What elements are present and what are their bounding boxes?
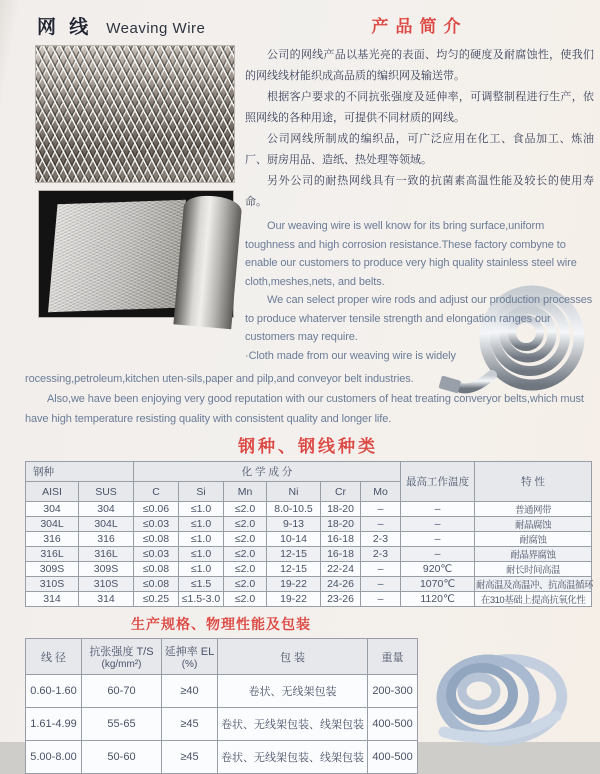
table-cell: 316 [79, 532, 134, 547]
table-cell: ≤2.0 [224, 577, 267, 592]
table-cell: ≤0.03 [134, 517, 179, 532]
intro-paragraph-en-3: ·Cloth made from our weaving wire is widely [245, 349, 456, 362]
table-cell: 400-500 [368, 741, 418, 774]
table-cell: ≤2.0 [224, 562, 267, 577]
table-cell: – [361, 592, 401, 607]
col-si: Si [179, 482, 224, 502]
spec-section-heading: 生产规格、物理性能及包装 [131, 616, 311, 632]
table-row [26, 547, 592, 562]
col-elongation [162, 639, 218, 675]
table-cell: – [361, 562, 401, 577]
header-label: 线 径 [40, 651, 67, 664]
top-section [25, 10, 594, 365]
table-cell: 9-13 [267, 517, 321, 532]
table-cell: ≤1.0 [179, 562, 224, 577]
col-packing [218, 639, 368, 675]
intro-paragraph-en-1: Our weaving wire is well know for its bring surface,uniform toughness and high corrosion resistance.These factory combyne to enable our customers to produce very high quality stainless steel wire cloth,meshes,nets, and belts. [245, 220, 577, 288]
table-cell: 304 [26, 502, 79, 517]
bottom-section [25, 634, 594, 774]
col-mn: Mn [224, 482, 267, 502]
table-cell: – [361, 502, 401, 517]
table-cell: ≥45 [162, 741, 218, 774]
table-cell: 310S [26, 577, 79, 592]
table-cell: ≤1.0 [179, 547, 224, 562]
steel-table [25, 461, 592, 607]
table-cell: 耐晶腐蚀 [475, 517, 592, 532]
table-cell: ≤0.08 [134, 562, 179, 577]
col-sus: SUS [79, 482, 134, 502]
header-sublabel: (kg/mm²) [101, 659, 142, 670]
table-cell: 耐晶界腐蚀 [475, 547, 592, 562]
table-row [26, 708, 418, 741]
steel-table-body [26, 502, 592, 607]
table-cell: 304L [79, 517, 134, 532]
table-row [26, 741, 418, 774]
intro-paragraph-cn-2: 根据客户要求的不同抗张强度及延伸率，可调整制程进行生产，依照网线的各种用途，可提供不同材质的网线。 [245, 91, 594, 124]
table-cell: ≤1.0 [179, 532, 224, 547]
col-ni: Ni [267, 482, 321, 502]
header-label: 延抻率 EL [164, 646, 215, 658]
table-row [26, 577, 592, 592]
table-cell: 24-26 [321, 577, 361, 592]
table-cell: 1070℃ [401, 577, 475, 592]
table-cell: 400-500 [368, 708, 418, 741]
col-steel-type: 钢种 [26, 462, 134, 482]
table-row [26, 562, 592, 577]
table-cell: 卷状、无线架包装、线架包装 [218, 708, 368, 741]
table-cell: 普通网带 [475, 502, 592, 517]
table-cell: 19-22 [267, 577, 321, 592]
table-cell: – [401, 547, 475, 562]
col-tensile-strength [82, 639, 162, 675]
header-sublabel: (%) [181, 659, 198, 670]
expanded-mesh-photo [35, 45, 235, 183]
page-title-cn: 网 线 [37, 17, 93, 38]
table-cell: 200-300 [368, 675, 418, 708]
table-cell: 2-3 [361, 547, 401, 562]
table-cell: 314 [26, 592, 79, 607]
table-header-row [26, 462, 592, 482]
table-cell: ≥40 [162, 675, 218, 708]
table-row [26, 675, 418, 708]
table-cell: 16-18 [321, 532, 361, 547]
table-cell: 1120℃ [401, 592, 475, 607]
intro-paragraph-en-5: Also,we have been enjoying very good reputation with our customers of heat treating converyor belts,which must have high temperature resisting quality with consistent quality and longer life. [25, 393, 584, 425]
table-cell: 309S [26, 562, 79, 577]
table-cell: ≤2.0 [224, 517, 267, 532]
table-cell: 12-15 [267, 562, 321, 577]
table-cell: ≤0.08 [134, 577, 179, 592]
table-cell: 23-26 [321, 592, 361, 607]
table-cell: ≤1.5 [179, 577, 224, 592]
mesh-roll [173, 194, 242, 330]
spec-section [25, 614, 417, 634]
intro-paragraph-en-4: rocessing,petroleum,kitchen uten-sils,paper and pilp,and conveyor belt industries. [25, 373, 414, 385]
spec-table [25, 638, 418, 774]
table-cell: 0.60-1.60 [26, 675, 82, 708]
page-header [37, 12, 237, 39]
header-label: 抗张强度 T/S [89, 646, 154, 658]
table-cell: 18-20 [321, 502, 361, 517]
table-cell: – [361, 577, 401, 592]
col-c: C [134, 482, 179, 502]
table-cell: 60-70 [82, 675, 162, 708]
table-cell: 5.00-8.00 [26, 741, 82, 774]
table-cell: 8.0-10.5 [267, 502, 321, 517]
col-cr: Cr [321, 482, 361, 502]
table-cell: – [401, 517, 475, 532]
table-cell: 310S [79, 577, 134, 592]
left-column [25, 10, 237, 365]
table-cell: 309S [79, 562, 134, 577]
table-cell: – [401, 532, 475, 547]
mesh-sheet [48, 200, 186, 313]
col-mo: Mo [361, 482, 401, 502]
table-cell: ≤2.0 [224, 547, 267, 562]
intro-paragraph-en-2: We can select proper wire rods and adjust our production processes to produce whaterver tensile strength and elongation ranges our customers may require. [245, 294, 593, 343]
table-cell: 2-3 [361, 532, 401, 547]
table-cell: ≤2.0 [224, 592, 267, 607]
table-cell: ≤0.08 [134, 532, 179, 547]
table-cell: ≤1.5-3.0 [179, 592, 224, 607]
table-row [26, 532, 592, 547]
col-chemical-composition: 化 学 成 分 [134, 462, 401, 482]
table-cell: ≤2.0 [224, 532, 267, 547]
table-cell: 在310基础上提高抗氧化性 [475, 592, 592, 607]
table-cell: 卷状、无线架包装、线架包装 [218, 741, 368, 774]
intro-paragraph-cn-4: 另外公司的耐热网线具有一致的抗菌素高温性能及较长的使用寿命。 [245, 175, 594, 208]
col-weight [368, 639, 418, 675]
table-cell: 304 [79, 502, 134, 517]
table-row [26, 517, 592, 532]
spec-table-body [26, 675, 418, 774]
table-row [26, 502, 592, 517]
table-cell: 10-14 [267, 532, 321, 547]
table-cell: 19-22 [267, 592, 321, 607]
table-cell: ≥45 [162, 708, 218, 741]
table-cell: 耐腐蚀 [475, 532, 592, 547]
table-cell: 卷状、无线架包装 [218, 675, 368, 708]
table-cell: 316L [26, 547, 79, 562]
table-cell: ≤1.0 [179, 517, 224, 532]
page-title-en: Weaving Wire [106, 20, 206, 37]
table-cell: 18-20 [321, 517, 361, 532]
wire-coil-photo [426, 648, 594, 760]
wide-text-block [25, 369, 593, 429]
table-cell: 314 [79, 592, 134, 607]
table-cell: 50-60 [82, 741, 162, 774]
table-cell: 55-65 [82, 708, 162, 741]
table-cell: ≤0.03 [134, 547, 179, 562]
table-cell: – [401, 502, 475, 517]
table-row [26, 592, 592, 607]
table-cell: 316 [26, 532, 79, 547]
header-label: 包 装 [279, 651, 306, 664]
table-cell: – [361, 517, 401, 532]
steel-section-heading: 钢种、钢线种类 [238, 437, 378, 456]
col-aisi: AISI [26, 482, 79, 502]
intro-heading: 产品简介 [371, 17, 468, 36]
table-cell: 316L [79, 547, 134, 562]
col-max-working-temp: 最高工作温度 [401, 462, 475, 502]
table-cell: ≤0.25 [134, 592, 179, 607]
table-cell: 22-24 [321, 562, 361, 577]
table-cell: 12-15 [267, 547, 321, 562]
table-header-row [26, 639, 418, 675]
table-cell: 16-18 [321, 547, 361, 562]
table-cell: 耐高温及高温冲、抗高温循环 [475, 577, 592, 592]
table-cell: ≤1.0 [179, 502, 224, 517]
table-cell: ≤0.06 [134, 502, 179, 517]
table-cell: 920℃ [401, 562, 475, 577]
intro-column [237, 10, 594, 365]
col-characteristics: 特 性 [475, 462, 592, 502]
table-cell: 1.61-4.99 [26, 708, 82, 741]
steel-section [25, 432, 591, 457]
intro-paragraph-cn-3: 公司网线所制成的编织品，可广泛应用在化工、食品加工、炼油厂、厨房用品、造纸、热处理等领域。 [245, 133, 594, 166]
header-label: 重量 [381, 651, 404, 664]
table-cell: 304L [26, 517, 79, 532]
intro-paragraph-cn-1: 公司的网线产品以基光亮的表面、均匀的硬度及耐腐蚀性，使我们的网线线材能织成高品质的编织网及输送带。 [245, 49, 594, 82]
table-cell: ≤2.0 [224, 502, 267, 517]
col-wire-diameter [26, 639, 82, 675]
table-cell: 耐长时间高温 [475, 562, 592, 577]
wire-cloth-roll-photo [38, 190, 234, 318]
